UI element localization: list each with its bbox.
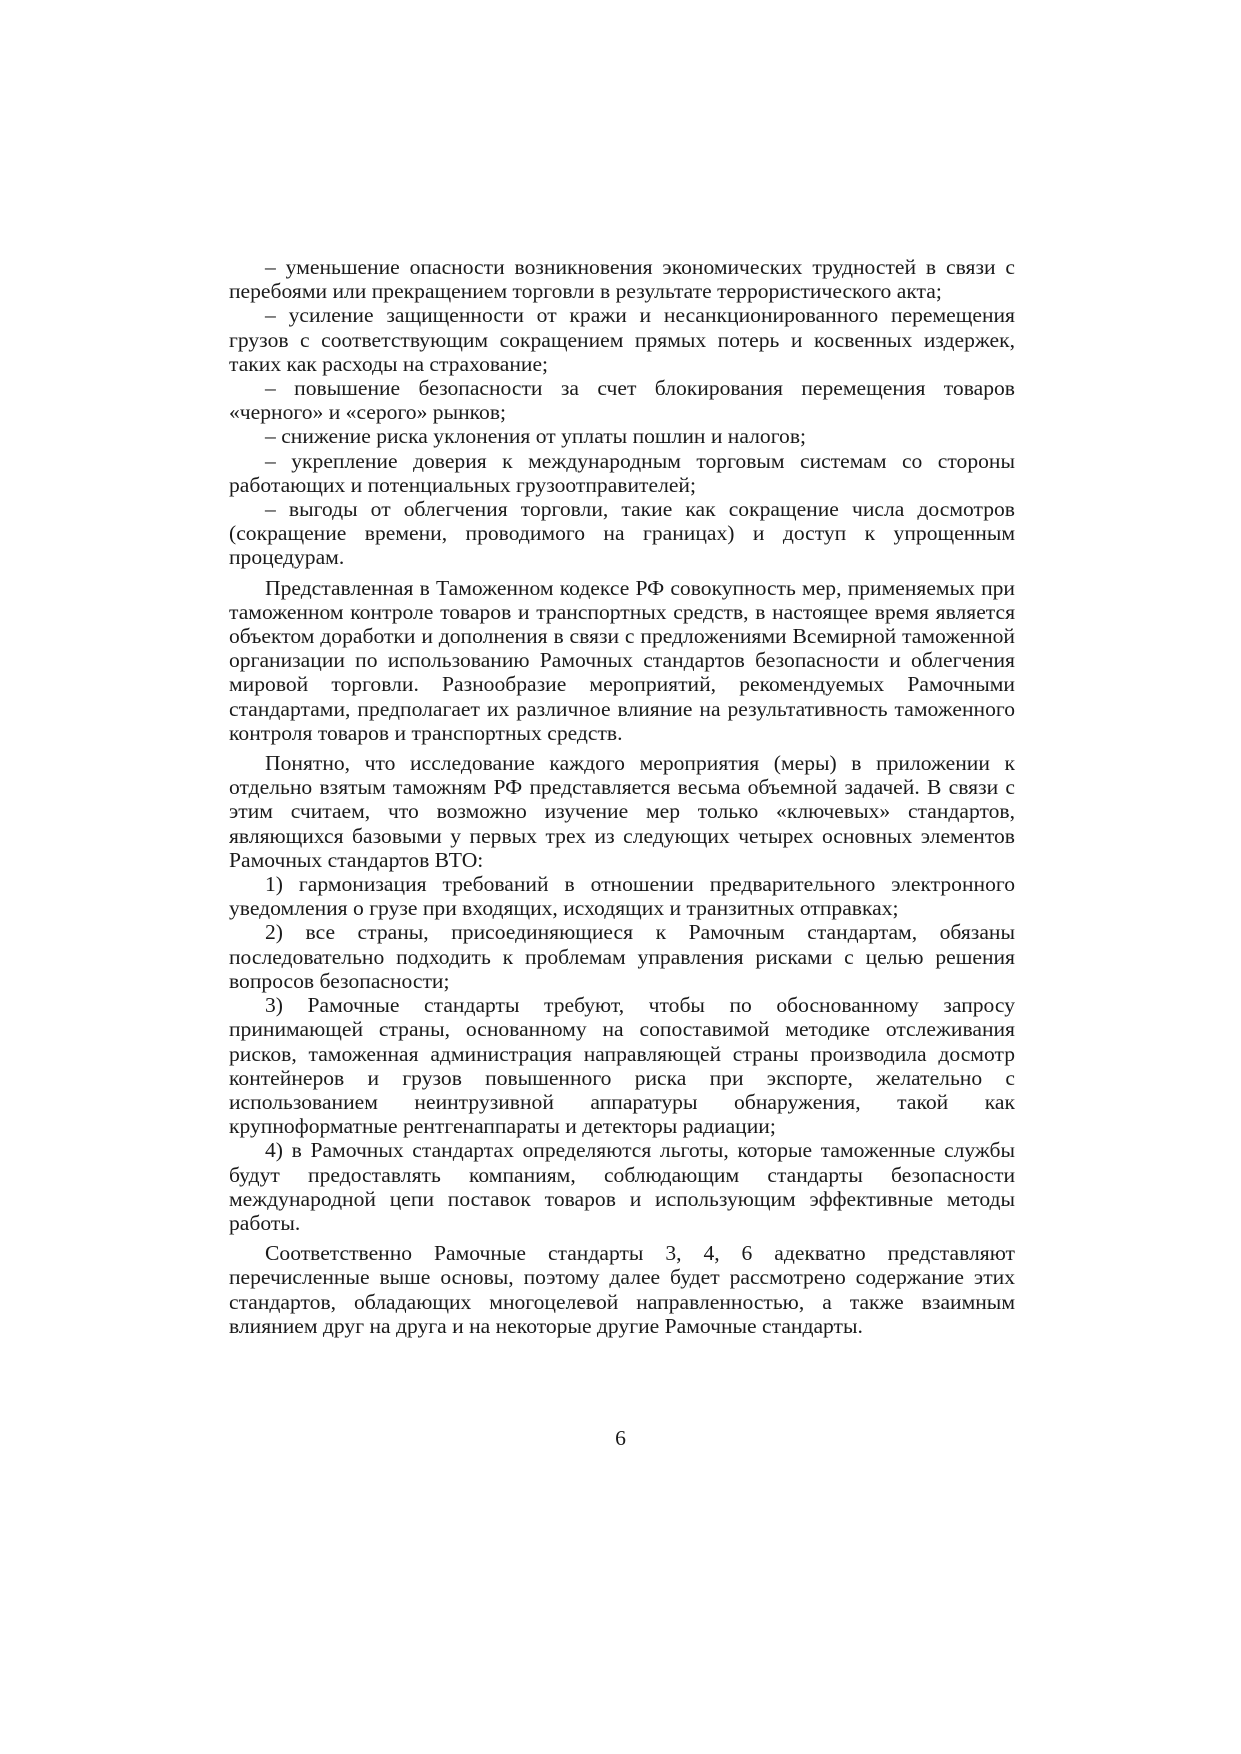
list-item-economic-risk: – уменьшение опасности возникновения экономических трудностей в связи с перебоями или прекращением торговли в результате террористического акта; [229, 255, 1015, 304]
list-item-tax-evasion: – снижение риска уклонения от уплаты пошлин и налогов; [265, 424, 807, 449]
paragraph-customs-code: Представленная в Таможенном кодексе РФ совокупность мер, применяемых при таможенном контроле товаров и транспортных средств, в настоящее время является объектом доработки и дополнения в связи с предложениями Всемирной таможенной организации по использованию Рамочных стандартов безопасности и облегчения мировой торговли. Разнообразие мероприятий, рекомендуемых Рамочными стандартами, предполагает их различное влияние на результативность таможенного контроля товаров и транспортных средств. [229, 575, 1015, 745]
paragraph-conclusion: Соответственно Рамочные стандарты 3, 4, 6 адекватно представляют перечисленные выше основы, поэтому далее будет рассмотрено содержание этих стандартов, обладающих многоцелевой направленностью, а также взаимным влиянием друг на друга и на некоторые другие Рамочные стандарты. [229, 1241, 1015, 1338]
page-number: 6 [615, 1426, 626, 1450]
numbered-item-4: 4) в Рамочных стандартах определяются льготы, которые таможенные службы будут предоставлять компаниям, соблюдающим стандарты безопасности международной цепи поставок товаров и использующим эффективные методы работы. [229, 1138, 1015, 1235]
body-text [229, 255, 1015, 1338]
numbered-item-2: 2) все страны, присоединяющиеся к Рамочным стандартам, обязаны последовательно подходить к проблемам управления рисками с целью решения вопросов безопасности; [229, 920, 1015, 993]
list-item-theft-protection: – усиление защищенности от кражи и несанкционированного перемещения грузов с соответствующим сокращением прямых потерь и косвенных издержек, таких как расходы на страхование; [229, 303, 1015, 376]
numbered-item-1: 1) гармонизация требований в отношении предварительного электронного уведомления о грузе при входящих, исходящих и транзитных отправках; [229, 872, 1015, 921]
list-item-trade-facilitation: – выгоды от облегчения торговли, такие как сокращение числа досмотров (сокращение времени, проводимого на границах) и доступ к упрощенным процедурам. [229, 497, 1015, 570]
list-item-black-market: – повышение безопасности за счет блокирования перемещения товаров «черного» и «серого» рынков; [229, 376, 1015, 425]
numbered-item-3: 3) Рамочные стандарты требуют, чтобы по обоснованному запросу принимающей страны, основанному на сопоставимой методике отслеживания рисков, таможенная администрация направляющей страны производила досмотр контейнеров и грузов повышенного риска при экспорте, желательно с использованием неинтрузивной аппаратуры обнаружения, такой как крупноформатные рентгенаппараты и детекторы радиации; [229, 993, 1015, 1139]
paragraph-key-standards: Понятно, что исследование каждого мероприятия (меры) в приложении к отдельно взятым таможням РФ представляется весьма объемной задачей. В связи с этим считаем, что возможно изучение мер только «ключевых» стандартов, являющихся базовыми у первых трех из следующих четырех основных элементов Рамочных стандартов ВТО: [229, 751, 1015, 872]
list-item-trust: – укрепление доверия к международным торговым системам со стороны работающих и потенциальных грузоотправителей; [229, 448, 1015, 497]
